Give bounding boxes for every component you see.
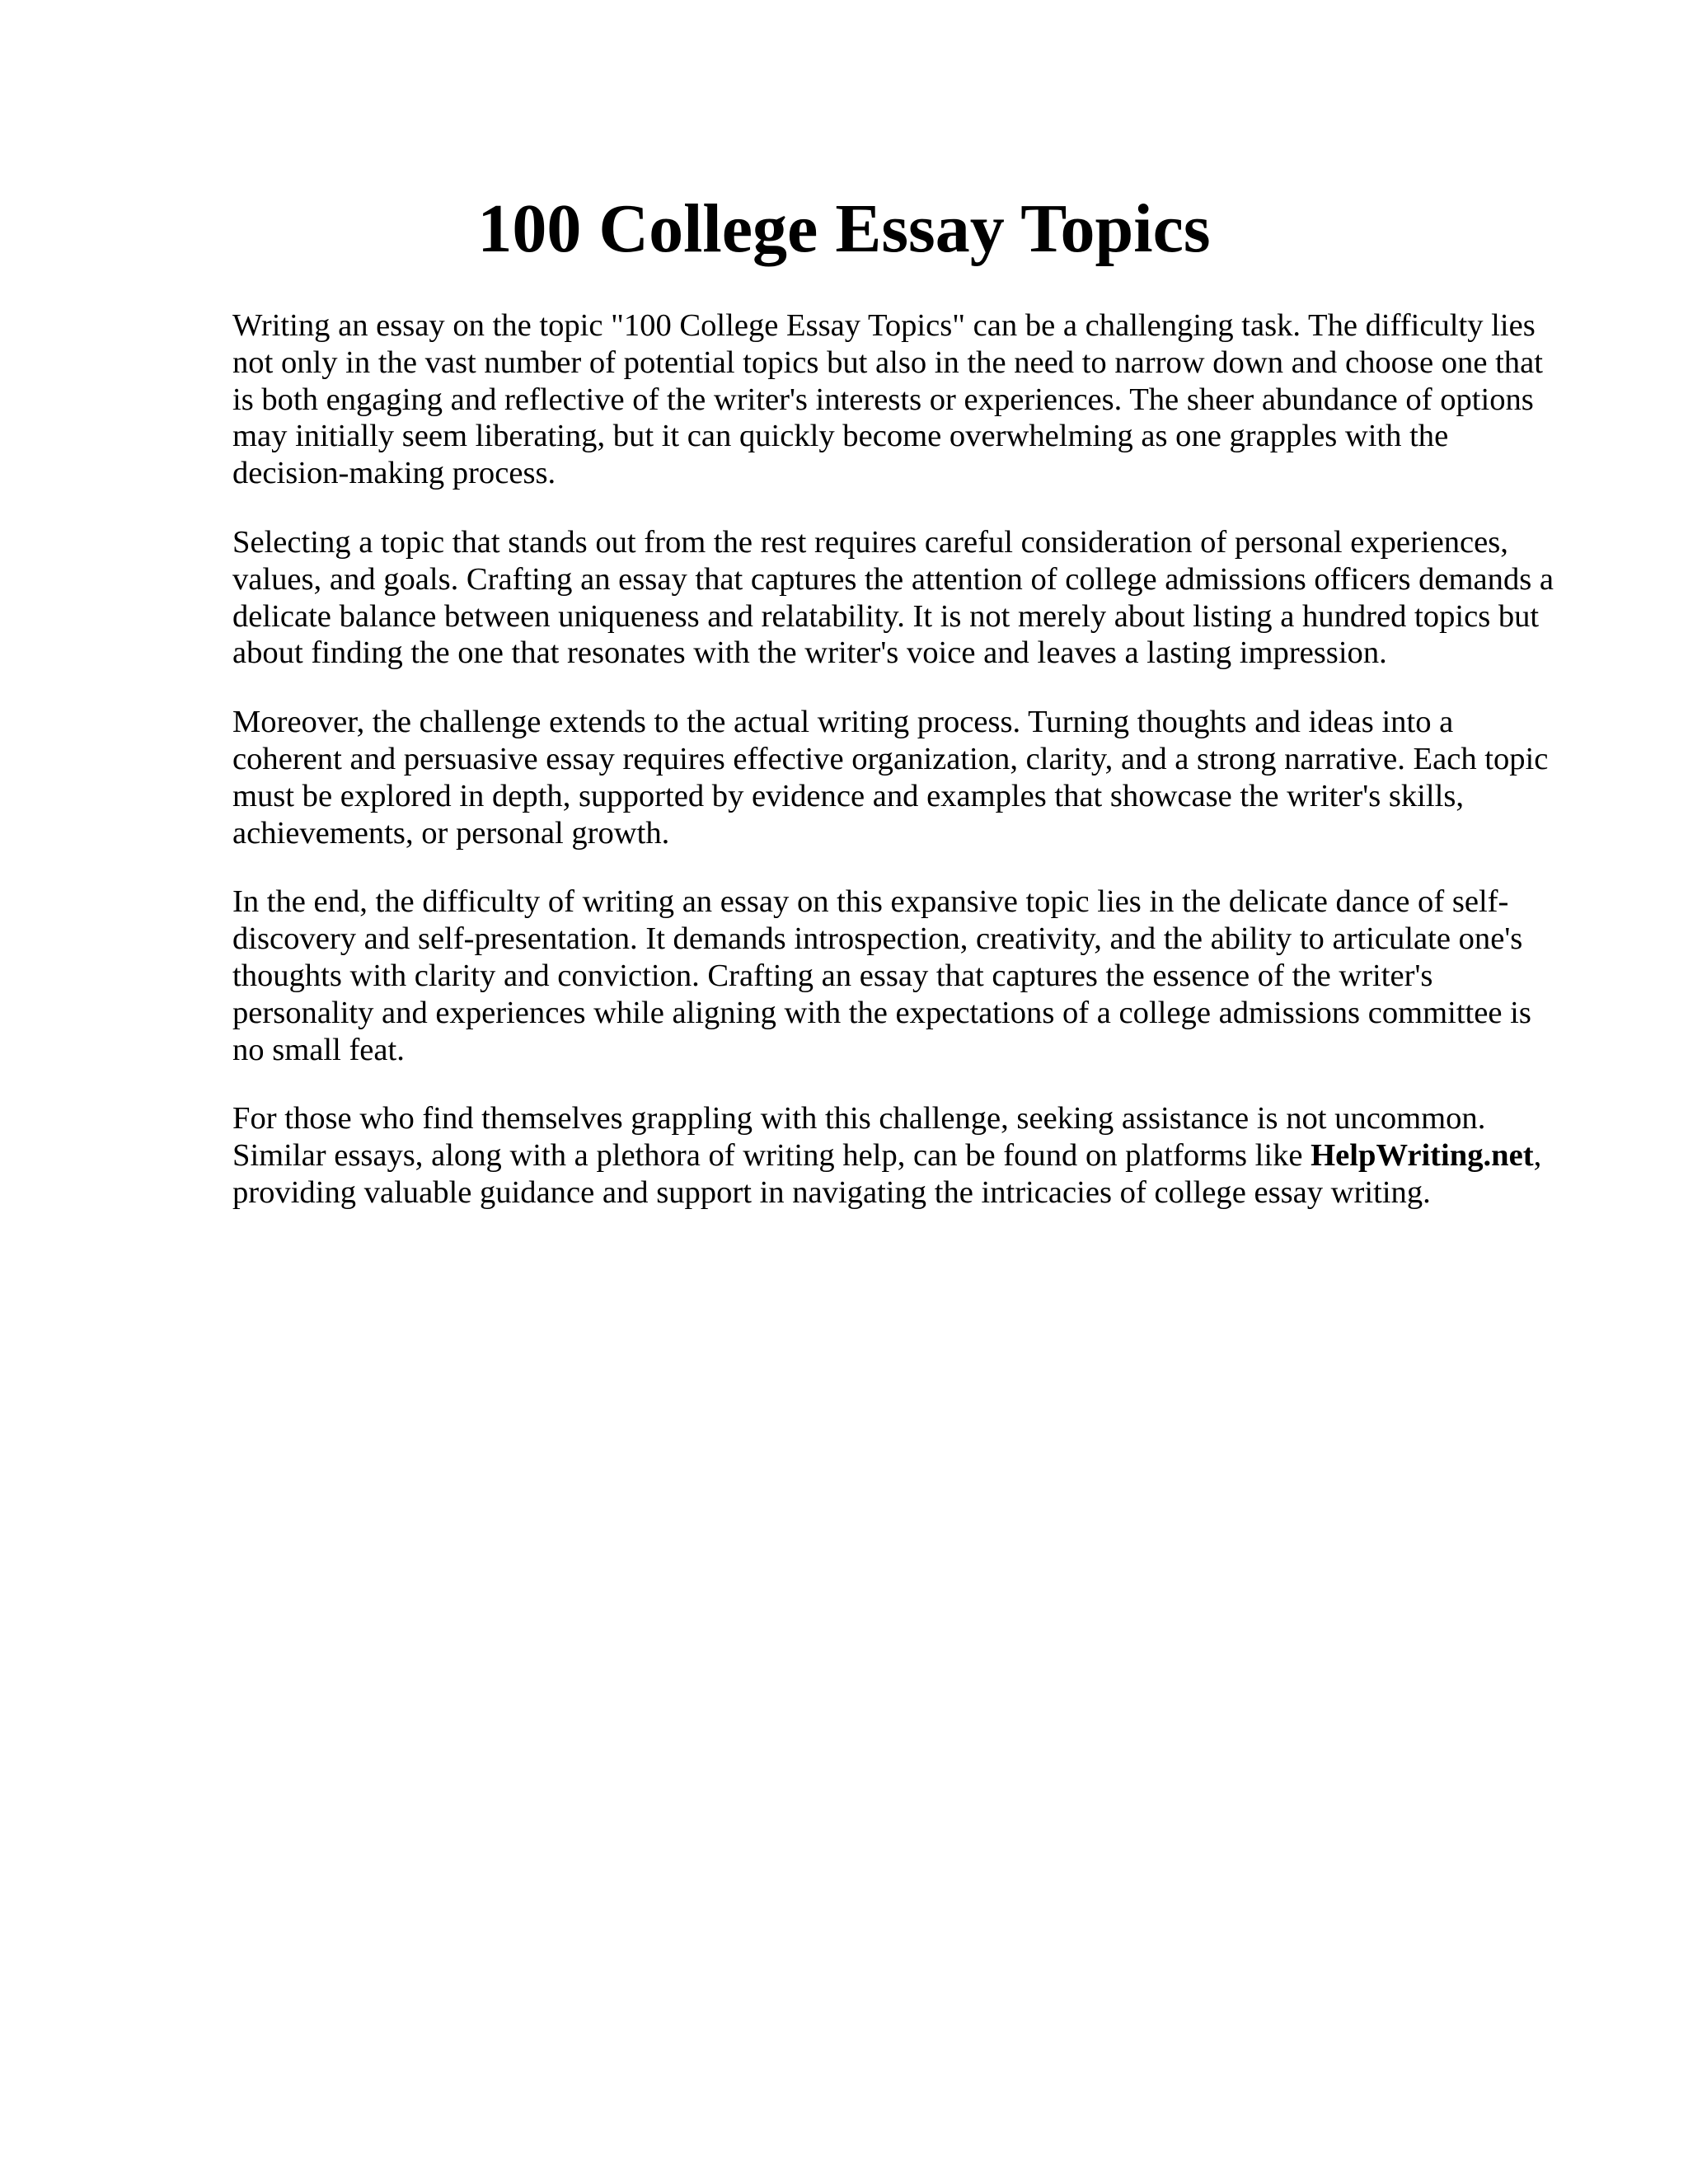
paragraph-assistance [232,1100,1554,1211]
paragraph-writing-process: Moreover, the challenge extends to the actual writing process. Turning thoughts and ideas into a coherent and persuasive essay requires effective organization, clarity, and a strong narrative. Each topic must be explored in depth, supported by evidence and examples that showcase the writer's skills, achievements, or personal growth. [232,705,1549,851]
document-title: 100 College Essay Topics [477,190,1211,267]
document-body [232,307,1554,1244]
assistance-text-before: For those who find themselves grappling with this challenge, seeking assistance is not uncommon. Similar essays, along with a plethora of writing help, can be found on platforms like [232,1101,1486,1174]
paragraph-topic-selection: Selecting a topic that stands out from the rest requires careful consideration of personal experiences, values, and goals. Crafting an essay that captures the attention of college admissions officers demands a delicate balance between uniqueness and relatability. It is not merely about listing a hundred topics but about finding the one that resonates with the writer's voice and leaves a lasting impression. [232,524,1554,671]
assistance-text-after: , providing valuable guidance and support in navigating the intricacies of college essay writing. [232,1138,1542,1210]
paragraph-conclusion: In the end, the difficulty of writing an essay on this expansive topic lies in the delicate dance of self-discovery and self-presentation. It demands introspection, creativity, and the ability to articulate one's thoughts with clarity and conviction. Crafting an essay that captures the essence of the writer's personality and experiences while aligning with the expectations of a college admissions committee is no small feat. [232,884,1531,1067]
paragraph-intro: Writing an essay on the topic "100 College Essay Topics" can be a challenging task. The difficulty lies not only in the vast number of potential topics but also in the need to narrow down and choose one that is both engaging and reflective of the writer's interests or experiences. The sheer abundance of options may initially seem liberating, but it can quickly become overwhelming as one grapples with the decision-making process. [232,308,1543,491]
helpwriting-link[interactable]: HelpWriting.net [1311,1138,1534,1174]
